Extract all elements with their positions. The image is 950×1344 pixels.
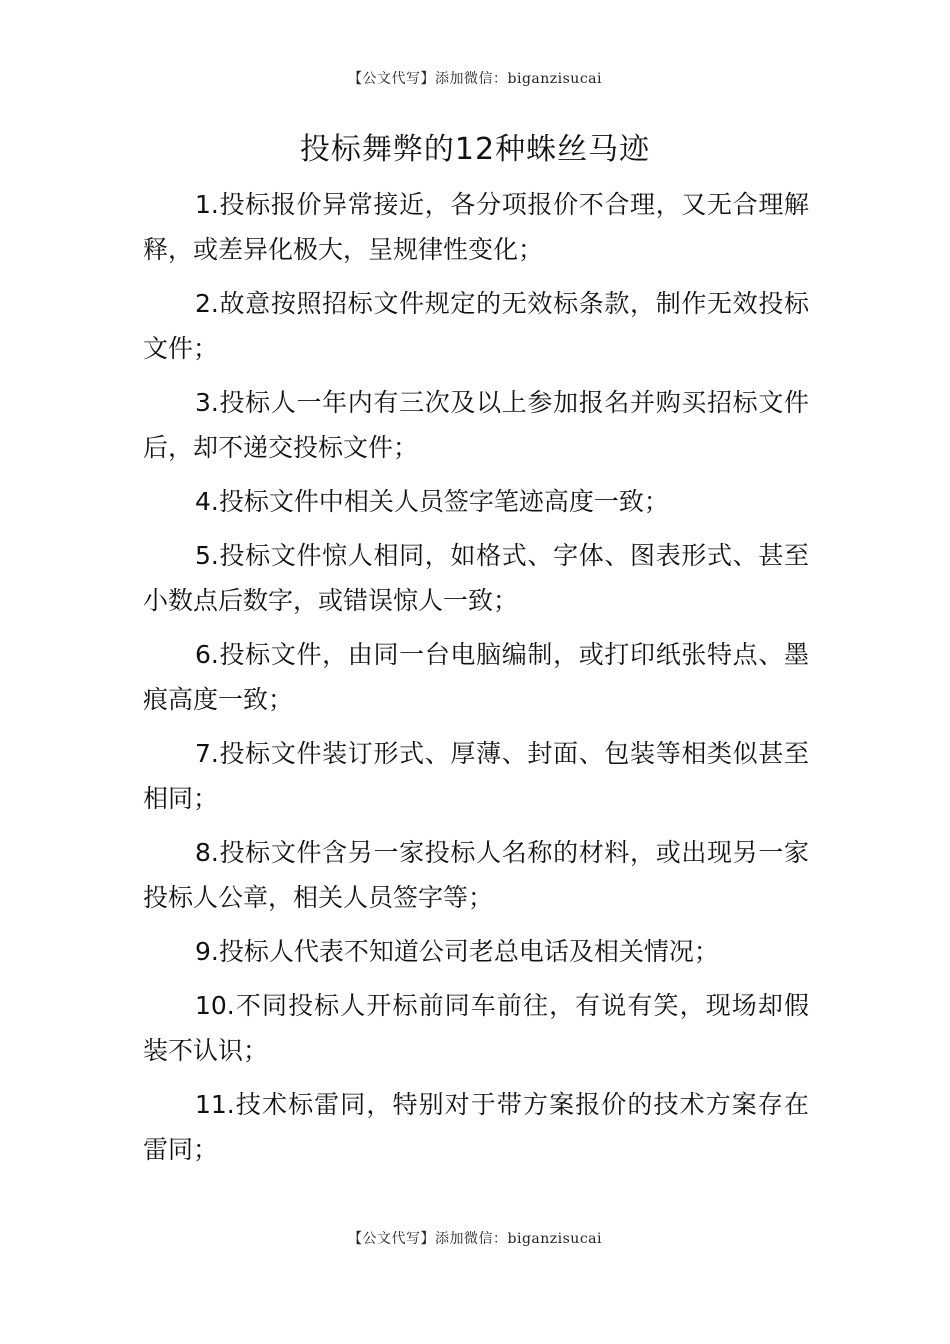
list-item: 1.投标报价异常接近，各分项报价不合理，又无合理解释，或差异化极大，呈规律性变化； [143, 190, 809, 264]
list-item: 2.故意按照招标文件规定的无效标条款，制作无效投标文件； [143, 289, 809, 363]
list-item: 11.技术标雷同，特别对于带方案报价的技术方案存在雷同； [143, 1090, 809, 1164]
list-item: 5.投标文件惊人相同，如格式、字体、图表形式、甚至小数点后数字，或错误惊人一致； [143, 541, 809, 615]
list-item: 4.投标文件中相关人员签字笔迹高度一致； [195, 487, 669, 516]
document-body [143, 182, 809, 1181]
list-item: 3.投标人一年内有三次及以上参加报名并购买招标文件后，却不递交投标文件； [143, 388, 809, 462]
list-item: 6.投标文件，由同一台电脑编制，或打印纸张特点、墨痕高度一致； [143, 640, 809, 714]
list-item: 10.不同投标人开标前同车前往，有说有笑，现场却假装不认识； [143, 991, 809, 1065]
page-header: 【公文代写】添加微信：biganzisucai [348, 71, 602, 87]
list-item: 7.投标文件装订形式、厚薄、封面、包装等相类似甚至相同； [143, 739, 809, 813]
document-title: 投标舞弊的12种蛛丝马迹 [299, 132, 651, 167]
page-footer: 【公文代写】添加微信：biganzisucai [348, 1231, 602, 1247]
list-item: 9.投标人代表不知道公司老总电话及相关情况； [195, 937, 719, 966]
list-item: 8.投标文件含另一家投标人名称的材料，或出现另一家投标人公章，相关人员签字等； [143, 838, 809, 912]
